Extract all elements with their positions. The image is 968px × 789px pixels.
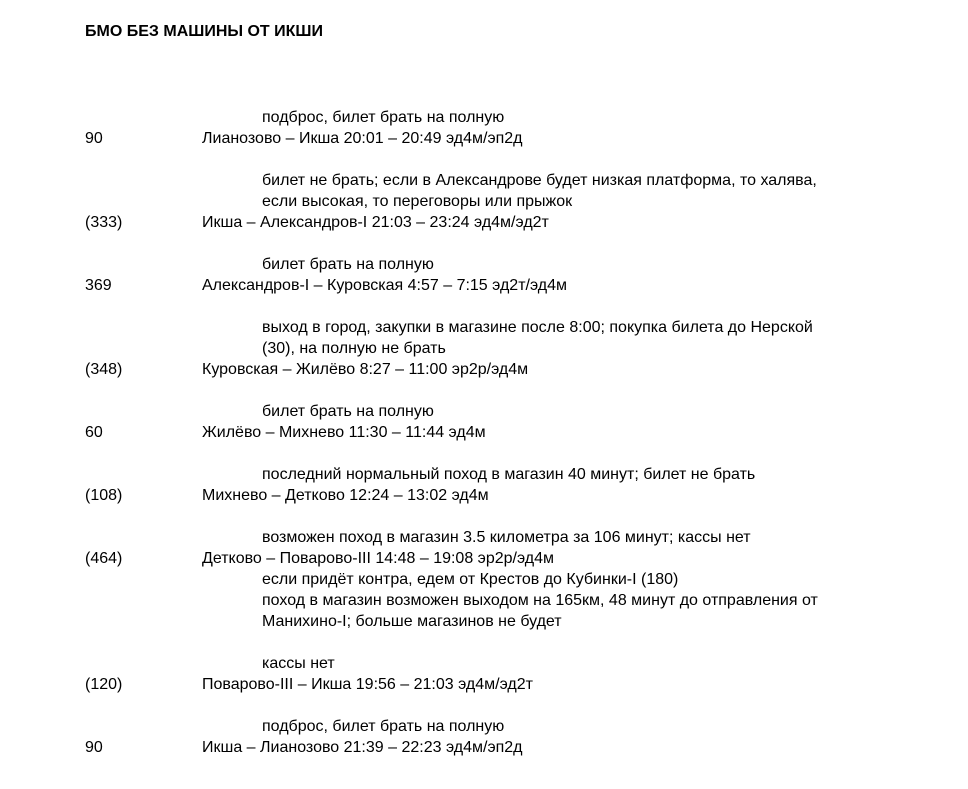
segment-note: возможен поход в магазин 3.5 километра за 106 минут; кассы нет (262, 529, 751, 546)
segment-number: (333) (85, 214, 123, 231)
segment-route: Михнево – Детково 12:24 – 13:02 эд4м (202, 487, 489, 504)
segment-note: билет не брать; если в Александрове будет низкая платформа, то халява, (262, 172, 817, 189)
segment-note: Манихино-I; больше магазинов не будет (262, 613, 562, 630)
segment-number: 60 (85, 424, 103, 441)
segment-number: (464) (85, 550, 123, 567)
segment-note: билет брать на полную (262, 256, 434, 273)
segment-route: Лианозово – Икша 20:01 – 20:49 эд4м/эп2д (202, 130, 523, 147)
segment-number: 90 (85, 130, 103, 147)
segment-number: 369 (85, 277, 112, 294)
segment-route: Александров-I – Куровская 4:57 – 7:15 эд2т/эд4м (202, 277, 568, 294)
segment-note: поход в магазин возможен выходом на 165км, 48 минут до отправления от (262, 592, 818, 609)
segment-note: если придёт контра, едем от Крестов до Кубинки-I (180) (262, 571, 679, 588)
segment-route: Икша – Александров-I 21:03 – 23:24 эд4м/эд2т (202, 214, 549, 231)
segment-note: кассы нет (262, 655, 335, 672)
segment-route: Куровская – Жилёво 8:27 – 11:00 эр2р/эд4м (202, 361, 529, 378)
segment-note: подброс, билет брать на полную (262, 718, 505, 735)
segment-number: (120) (85, 676, 123, 693)
segment-note: подброс, билет брать на полную (262, 109, 505, 126)
segment-note: (30), на полную не брать (262, 340, 446, 357)
segment-route: Икша – Лианозово 21:39 – 22:23 эд4м/эп2д (202, 739, 523, 756)
segment-number: (348) (85, 361, 123, 378)
segment-note: последний нормальный поход в магазин 40 минут; билет не брать (262, 466, 756, 483)
segment-note: если высокая, то переговоры или прыжок (262, 193, 573, 210)
document-title: БМО БЕЗ МАШИНЫ ОТ ИКШИ (85, 23, 323, 40)
segment-number: (108) (85, 487, 123, 504)
segment-route: Детково – Поварово-III 14:48 – 19:08 эр2р/эд4м (202, 550, 555, 567)
segment-route: Поварово-III – Икша 19:56 – 21:03 эд4м/эд2т (202, 676, 533, 693)
segment-note: выход в город, закупки в магазине после 8:00; покупка билета до Нерской (262, 319, 813, 336)
segment-number: 90 (85, 739, 103, 756)
segment-route: Жилёво – Михнево 11:30 – 11:44 эд4м (202, 424, 486, 441)
segment-note: билет брать на полную (262, 403, 434, 420)
